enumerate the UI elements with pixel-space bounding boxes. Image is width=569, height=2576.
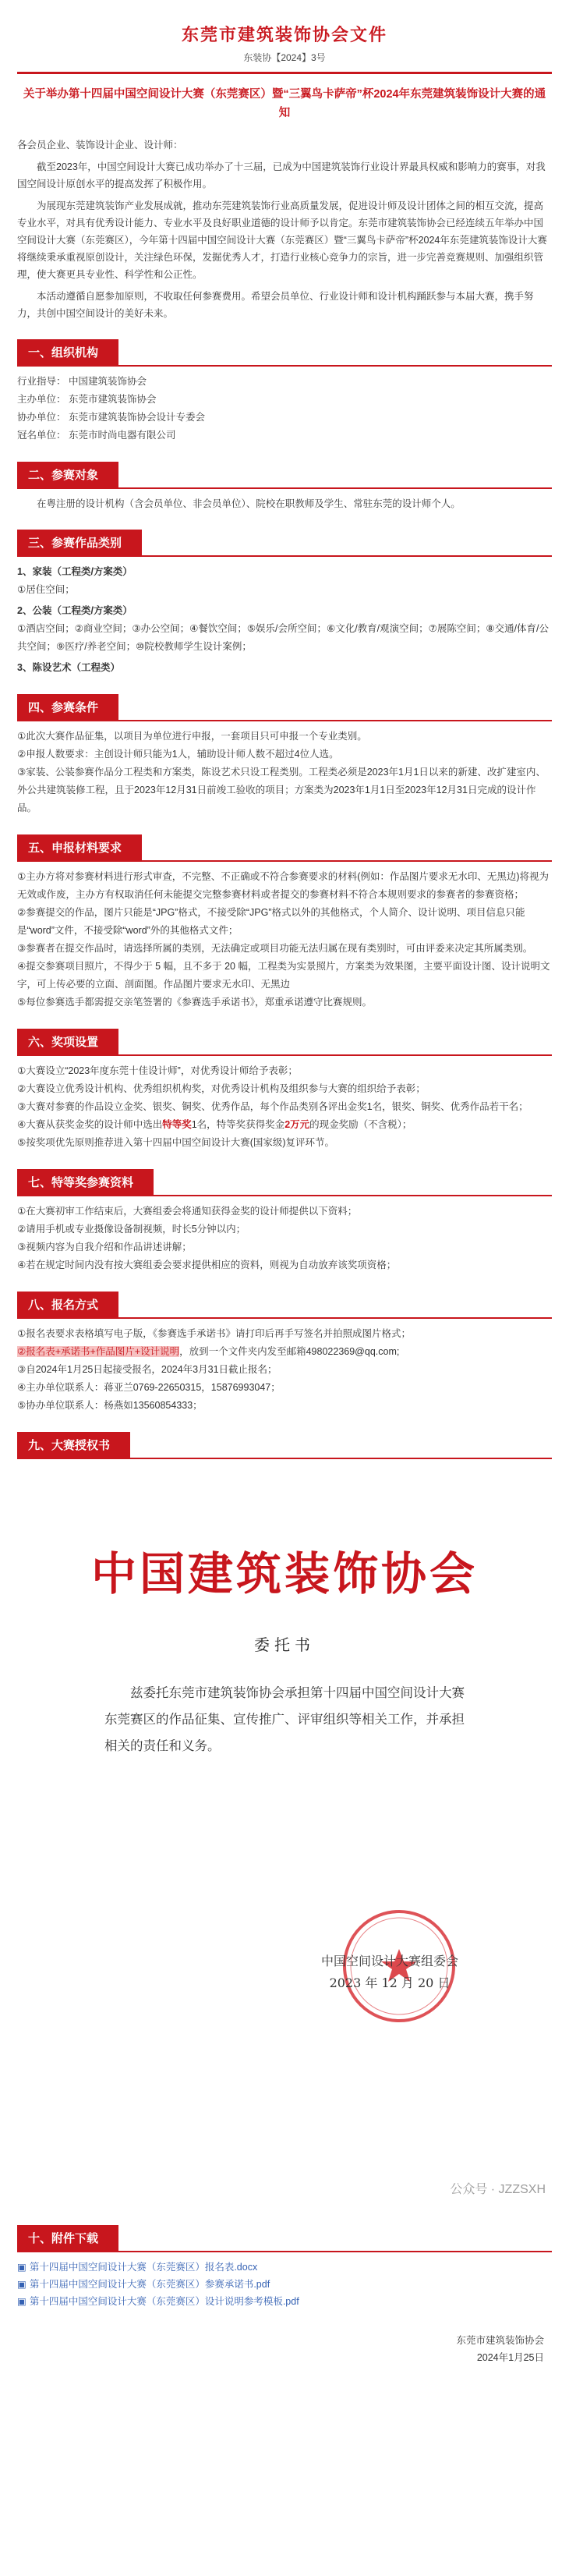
org-line: 主办单位： 东莞市建筑装饰协会 xyxy=(17,394,157,405)
section-heading-label: 七、特等奖参赛资料 xyxy=(17,1169,154,1195)
submission-package: ②报名表+承诺书+作品图片+设计说明 xyxy=(17,1346,180,1357)
attachment-item[interactable] xyxy=(17,2276,552,2293)
section-heading-materials xyxy=(17,834,552,862)
award-text: 的现金奖励（不含税）； xyxy=(309,1119,412,1130)
notice-title: 关于举办第十四届中国空间设计大赛（东莞赛区）暨“三翼鸟卡萨帝”杯2024年东莞建筑装饰设计大赛的通知 xyxy=(23,88,546,119)
signup-item: ①报名表要求表格填写电子版，《参赛选手承诺书》请打印后再手写签名并拍照成图片格式； xyxy=(17,1328,411,1339)
special-material-item: ④若在规定时间内没有按大赛组委会要求提供相应的资料，则视为自动放弃该奖项资格； xyxy=(17,1260,397,1270)
org-line: 协办单位： 东莞市建筑装饰协会设计专委会 xyxy=(17,412,205,423)
footer-date: 2024年1月25日 xyxy=(476,2352,544,2363)
attachment-list xyxy=(17,2259,552,2310)
material-item: ⑤每位参赛选手都需提交亲笔签署的《参赛选手承诺书》，郑重承诺遵守比赛规则。 xyxy=(17,997,372,1008)
special-material-item: ①在大赛初审工作结束后，大赛组委会将通知获得金奖的设计师提供以下资料； xyxy=(17,1206,358,1217)
prize-amount: 2万元 xyxy=(284,1119,310,1130)
org-title: 东莞市建筑装饰协会文件 xyxy=(181,25,387,44)
award-item: ①大赛设立“2023年度东莞十佳设计师”，对优秀设计师给予表彰； xyxy=(17,1065,298,1076)
attachment-link[interactable]: 第十四届中国空间设计大赛（东莞赛区）报名表.docx xyxy=(29,2262,258,2273)
authorization-certificate xyxy=(17,1537,552,2208)
special-material-item: ②请用手机或专业摄像设备制视频，时长5分钟以内； xyxy=(17,1224,246,1235)
intro-paragraph: 为展现东莞建筑装饰产业发展成就，推动东莞建筑装饰行业高质量发展，促进设计师及设计团体之间的相互交流，提高专业水平，对具有优秀设计能力、专业水平及良好职业道德的设计师予以肯定。东莞市建筑装饰协会已经连续五年举办中国空间设计大赛（东莞赛区），今年第十四届中国空间设计大赛（东莞赛区）暨“三翼鸟卡萨帝”杯2024年东莞建筑装饰设计大赛将继续秉承重视原创设计，关注绿色环保，发掘优秀人才，打造行业核心竞争力的宗旨，进一步完善竞赛规则、加强组织管理，使大赛更具专业性、科学性和公正性。 xyxy=(17,200,547,280)
condition-item: ③家装、公装参赛作品分工程类和方案类，陈设艺术只设工程类别。工程类必须是2023年1月1日以来的新建、改扩建室内、外公共建筑装修工程，且于2023年12月31日前竣工验收的项目；方案类为2023年1月1日至2023年12月31日完成的设计作品。 xyxy=(17,767,546,813)
award-text: ④大赛从获奖金奖的设计师中选出 xyxy=(17,1119,163,1130)
attachment-item[interactable] xyxy=(17,2259,552,2276)
section-heading-awards xyxy=(17,1029,552,1056)
section-heading-label: 四、参赛条件 xyxy=(17,694,118,720)
submission-email-text[interactable]: ，放到一个文件夹内发至邮箱498022369@qq.com; xyxy=(179,1346,400,1357)
award-item: ②大赛设立优秀设计机构、优秀组织机构奖，对优秀设计机构及组织参与大赛的组织给予表彰； xyxy=(17,1083,426,1094)
category-heading: 3、陈设艺术（工程类） xyxy=(17,662,120,673)
signup-item: ③自2024年1月25日起接受报名，2024年3月31日截止报名； xyxy=(17,1364,277,1375)
attachment-link[interactable]: 第十四届中国空间设计大赛（东莞赛区）设计说明参考模板.pdf xyxy=(29,2296,299,2307)
certificate-signature xyxy=(321,1951,458,1994)
section-heading-conditions xyxy=(17,694,552,721)
section-heading-categories xyxy=(17,530,552,557)
attachment-link[interactable]: 第十四届中国空间设计大赛（东莞赛区）参赛承诺书.pdf xyxy=(29,2279,270,2290)
section-heading-label: 三、参赛作品类别 xyxy=(17,530,142,555)
signup-item: ⑤协办单位联系人：杨燕如13560854333； xyxy=(17,1400,203,1411)
category-heading: 2、公装（工程类/方案类） xyxy=(17,605,133,616)
award-text: 1名，特等奖获得奖金 xyxy=(191,1119,285,1130)
section-heading-organization xyxy=(17,339,552,367)
category-items: ①酒店空间；②商业空间；③办公空间；④餐饮空间；⑤娱乐/会所空间；⑥文化/教育/观演空间；⑦展陈空间；⑧交通/体育/公共空间；⑨医疗/养老空间；⑩院校教师学生设计案例； xyxy=(17,623,550,652)
document-number: 东装协【2024】3号 xyxy=(243,52,326,63)
header-divider xyxy=(17,72,552,74)
section-heading-signup xyxy=(17,1292,552,1319)
attachment-icon: ▣ xyxy=(17,2262,27,2273)
intro-paragraph: 本活动遵循自愿参加原则，不收取任何参赛费用。希望会员单位、行业设计师和设计机构踊跃参与本届大赛，携手努力，共创中国空间设计的美好未来。 xyxy=(17,291,534,319)
section-heading-label: 六、奖项设置 xyxy=(17,1029,118,1054)
section-heading-label: 十、附件下载 xyxy=(17,2225,118,2251)
material-item: ④提交参赛项目照片，不得少于 5 幅，且不多于 20 幅，工程类为实景照片，方案类为效果图，主要平面设计图、设计说明文字，可上传必要的立面、剖面图。作品图片要求无水印、无黑边 xyxy=(17,961,550,990)
certificate-subtitle: 委托书 xyxy=(254,1635,315,1654)
wechat-watermark: 公众号 · JZZSXH xyxy=(450,2183,546,2196)
material-item: ③参赛者在提交作品时，请选择所属的类别，无法确定或项目功能无法归属在现有类别时，可由评委来决定其所属类别。 xyxy=(17,943,533,954)
certificate-title: 中国建筑装饰协会 xyxy=(90,1547,478,1600)
participants-text: 在粤注册的设计机构（含会员单位、非会员单位）、院校在职教师及学生、常驻东莞的设计师个人。 xyxy=(37,498,461,509)
salutation: 各会员企业、装饰设计企业、设计师： xyxy=(17,140,183,151)
award-item-special xyxy=(17,1116,552,1134)
section-heading-special-materials xyxy=(17,1169,552,1196)
award-item: ⑤按奖项优先原则推荐进入第十四届中国空间设计大赛(国家级)复评环节。 xyxy=(17,1137,335,1148)
section-heading-label: 八、报名方式 xyxy=(17,1292,118,1317)
footer-signature xyxy=(17,2332,552,2366)
signing-organization: 中国空间设计大赛组委会 xyxy=(321,1954,459,1968)
org-line: 冠名单位： 东莞市时尚电器有限公司 xyxy=(17,430,176,441)
org-line: 行业指导： 中国建筑装饰协会 xyxy=(17,376,147,387)
condition-item: ②申报人数要求：主创设计师只能为1人，辅助设计师人数不超过4位人选。 xyxy=(17,749,339,760)
footer-org: 东莞市建筑装饰协会 xyxy=(456,2335,544,2346)
special-material-item: ③视频内容为自我介绍和作品讲述讲解； xyxy=(17,1242,192,1253)
category-items: ①居住空间； xyxy=(17,584,75,595)
category-heading: 1、家装（工程类/方案类） xyxy=(17,566,133,577)
signup-item xyxy=(17,1343,552,1361)
section-heading-label: 五、申报材料要求 xyxy=(17,834,142,860)
section-heading-label: 一、组织机构 xyxy=(17,339,118,365)
intro-paragraph: 截至2023年，中国空间设计大赛已成功举办了十三届，已成为中国建筑装饰行业设计界最具权威和影响力的赛事，对我国空间设计原创水平的提高发挥了积极作用。 xyxy=(17,161,546,190)
section-heading-label: 二、参赛对象 xyxy=(17,462,118,487)
section-heading-participants xyxy=(17,462,552,489)
document-header xyxy=(17,0,552,64)
section-heading-authorization xyxy=(17,1432,552,1459)
section-heading-label: 九、大赛授权书 xyxy=(17,1432,130,1458)
certificate-body: 兹委托东莞市建筑装饰协会承担第十四届中国空间设计大赛东莞赛区的作品征集、宣传推广、评审组织等相关工作，并承担相关的责任和义务。 xyxy=(104,1685,465,1753)
special-award-label: 特等奖 xyxy=(162,1119,192,1130)
material-item: ②参赛提交的作品，图片只能是“JPG”格式，不接受除“JPG”格式以外的其他格式，个人简介、设计说明、项目信息只能是“word”文件，不接受除“word”外的其他格式文件； xyxy=(17,907,525,936)
attachment-icon: ▣ xyxy=(17,2296,27,2307)
signup-item: ④主办单位联系人：蒋亚兰0769-22650315，15876993047； xyxy=(17,1382,281,1393)
condition-item: ①此次大赛作品征集，以项目为单位进行申报，一套项目只可申报一个专业类别。 xyxy=(17,731,367,742)
attachment-item[interactable] xyxy=(17,2293,552,2310)
attachment-icon: ▣ xyxy=(17,2279,27,2290)
signing-date: 2023 年 12 月 20 日 xyxy=(329,1975,451,1990)
section-heading-attachments xyxy=(17,2225,552,2252)
award-item: ③大赛对参赛的作品设立金奖、银奖、铜奖、优秀作品，每个作品类别各评出金奖1名，银奖、铜奖、优秀作品若干名； xyxy=(17,1101,528,1112)
material-item: ①主办方将对参赛材料进行形式审查，不完整、不正确或不符合参赛要求的材料(例如：作品图片要求无水印、无黑边)将视为无效或作废，主办方有权取消任何未能提交完整参赛材料或者提交的参赛材料不符合本规则要求的参赛者的参赛资格； xyxy=(17,871,550,900)
